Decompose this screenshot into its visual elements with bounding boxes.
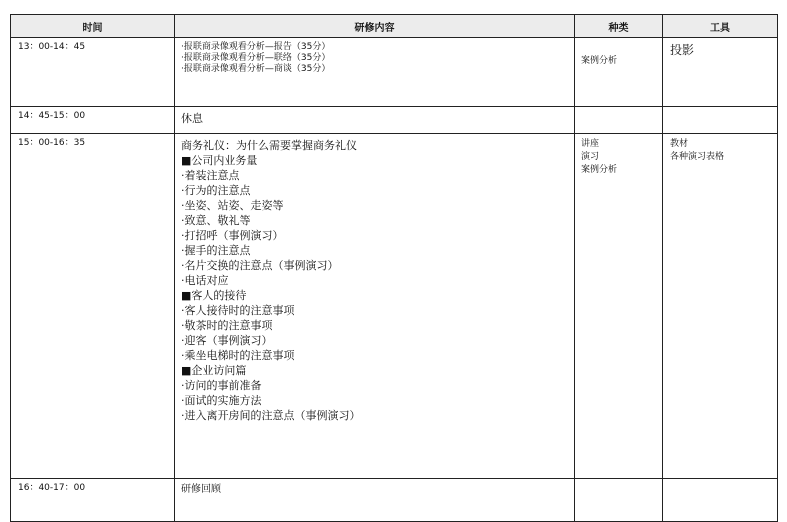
type-cell [575, 107, 663, 134]
content-line: 研修回顾 [181, 484, 221, 495]
content-line: ·握手的注意点 [181, 244, 251, 257]
content-line: ■企业访问篇 [181, 364, 247, 377]
content-cell [175, 134, 575, 479]
content-cell [175, 38, 575, 107]
content-line: ·坐姿、站姿、走姿等 [181, 199, 284, 212]
content-line: ·进入离开房间的注意点（事例演习） [181, 409, 361, 422]
type-line: 案例分析 [581, 165, 618, 175]
tools-line: 教材 [670, 139, 689, 149]
type-cell [575, 479, 663, 522]
training-schedule-table [10, 14, 778, 522]
type-cell [575, 38, 663, 107]
table-row [11, 107, 778, 134]
time-cell: 16：40-17：00 [11, 479, 175, 522]
table-header-row [11, 15, 778, 38]
header-content: 研修内容 [175, 15, 575, 38]
time-cell: 15：00-16：35 [11, 134, 175, 479]
header-type: 种类 [575, 15, 663, 38]
type-line: 讲座 [581, 139, 600, 149]
type-cell [575, 134, 663, 479]
header-tools: 工具 [663, 15, 778, 38]
content-line: 休息 [181, 112, 203, 125]
type-line: 案例分析 [581, 56, 618, 66]
tools-cell [663, 479, 778, 522]
content-line: ·名片交换的注意点（事例演习） [181, 259, 339, 272]
table-row [11, 38, 778, 107]
content-line: ·面试的实施方法 [181, 394, 262, 407]
content-line: ·访问的事前准备 [181, 379, 262, 392]
content-line: ·电话对应 [181, 274, 229, 287]
content-line: ·行为的注意点 [181, 184, 251, 197]
time-cell: 13：00-14：45 [11, 38, 175, 107]
content-line: ■公司内业务量 [181, 154, 258, 167]
table-row [11, 134, 778, 479]
table-row [11, 479, 778, 522]
content-line: ·敬茶时的注意事项 [181, 319, 273, 332]
content-line: ·乘坐电梯时的注意事项 [181, 349, 295, 362]
tools-cell [663, 38, 778, 107]
content-line: 商务礼仪：为什么需要掌握商务礼仪 [181, 139, 357, 152]
content-cell [175, 479, 575, 522]
type-line: 演习 [581, 152, 600, 162]
content-line: ·着装注意点 [181, 169, 240, 182]
content-line: ■客人的接待 [181, 289, 247, 302]
header-time: 时间 [11, 15, 175, 38]
content-line: ·致意、敬礼等 [181, 214, 251, 227]
tools-line: 各种演习表格 [670, 152, 725, 162]
tools-line: 投影 [670, 43, 695, 57]
content-line: ·报联商录像观看分析—商谈（35分） [181, 64, 331, 74]
content-line: ·打招呼（事例演习） [181, 229, 284, 242]
content-cell [175, 107, 575, 134]
tools-cell [663, 134, 778, 479]
content-line: ·迎客（事例演习） [181, 334, 273, 347]
tools-cell [663, 107, 778, 134]
content-line: ·报联商录像观看分析—报告（35分） [181, 42, 331, 52]
content-line: ·报联商录像观看分析—联络（35分） [181, 53, 331, 63]
content-line: ·客人接待时的注意事项 [181, 304, 295, 317]
time-cell: 14：45-15：00 [11, 107, 175, 134]
